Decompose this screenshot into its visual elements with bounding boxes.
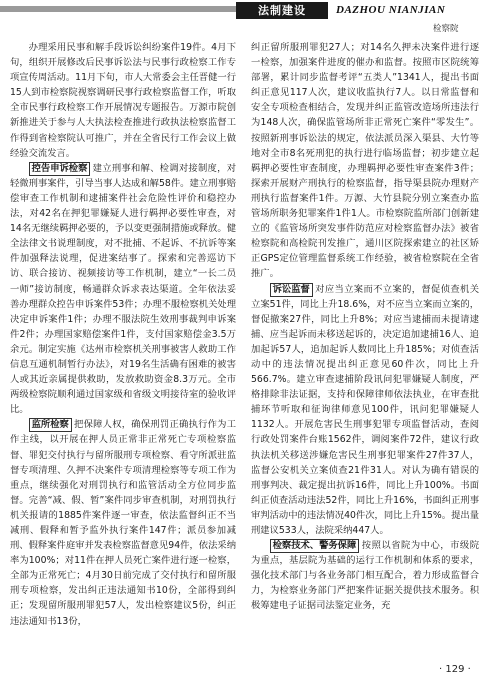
paragraph-text: 对应当立案而不立案的，督促侦查机关立案51件，同比上升18.6%，对不应当立案而立案的，督促撤案27件，同比上升8%；对应当逮捕而未提请逮捕、应当起诉而未移送起诉的，决定追加逮捕16人、追加起诉57人，追加起诉人数同比上升185%；对侦查活动中的违法情况提出纠正意见60件次，同比上升566.7%。建立审查逮捕阶段讯问犯罪嫌疑人制度，严格排除非法证据，支持和保障律师依法执业，在审查批捕环节听取和征询律师意见100件，讯问犯罪嫌疑人1132人。开展危害民生刑事犯罪专项监督活动，查阅行政处罚案件台账1562件，调阅案件72件，建议行政执法机关移送涉嫌危害民生刑事犯罪案件27件37人，监督公安机关立案侦查21件31人。对认为确有错误的刑事判决、裁定提出抗诉16件，同比上升100%。书面纠正侦查活动违法52件，同比上升16%，书面纠正刑事审判活动中的违法情况40件次，同比上升15%。提出量刑建议533人，法院采纳447人。 xyxy=(251,283,479,536)
section-heading: 监所检察 xyxy=(29,418,72,432)
paragraph xyxy=(251,538,479,613)
section-heading: 控告申诉检察 xyxy=(29,162,91,176)
paragraph-text: 按照以省院为中心，市级院为重点，基层院为基础的运行工作机制和体系的要求，强化技术部门与各业务部门相互配合，着力形成监督合力，为检察业务部门严把案件证据关提供技术服务。积极筹建电子证据司法鉴定业务，充 xyxy=(251,540,479,612)
paragraph: 纠正留所服刑罪犯27人；对14名久押未决案件进行逐一检察，加强案件进度的催办和监督。按照市区院统筹部署，累计同步监督考评“五类人”1341人，提出书面纠正意见117人次，建议收监执行7人。以日常监督和安全专项检查相结合，发现并纠正监管改造场所违法行为148人次，确保监管场所非正常死亡案件“零发生”。按照新刑事诉讼法的规定，依法派员深入渠县、大竹等地对全市8名死刑犯的执行进行临场监督；初步建立起羁押必要性审查制度，办理羁押必要性审查案件3件；探索开展财产刑执行的检察监督，指导渠县院办理财产刑执行监督案件1件。万源、大竹县院分别立案查办监管场所职务犯罪案件1件1人。市检察院监所部门创新建立的《监管场所突发事件防范应对检察监督办法》被省检察院和高检院刊发推广，通川区院探索建立的社区矫正GPS定位管理监督系统工作经验，被省检察院在全省推广。 xyxy=(251,42,479,280)
left-column xyxy=(10,40,236,629)
page-number: · 129 · xyxy=(439,664,471,675)
paragraph-text: 把保障人权，确保刑罚正确执行作为工作主线，以开展在押人员正常非正常死亡专项检察监督、罪犯交付执行与留所服刑专项检察、看守所派驻监督专项清理、久押不决案件专项清理检察等专项工作为重点，继续强化对刑罚执行和监管活动全方位同步监督。完善“减、假、暂”案件同步审查机制，对刑罚执行机关报请的1885件案件逐一审查，依法监督纠正不当减刑、假释和暂予监外执行案件147件；派员参加减刑、假释案件庭审并发表检察监督意见94件，依法采纳率为100%；对11件在押人员死亡案件进行逐一检察，全部为正常死亡；4月30日前完成了交付执行和留所服刑专项检察，发出纠正违法通知书10份，全部得到纠正；发现留所服刑罪犯57人，发出检察建议5份，纠正违法通知书13份， xyxy=(10,419,236,627)
subsection-label: 检察院 xyxy=(433,24,459,34)
paragraph xyxy=(10,417,236,628)
section-heading: 诉讼监督 xyxy=(270,283,313,297)
paragraph-text: 建立刑事和解、检调对接制度，对轻微刑事案件，引导当事人达成和解58件。建立刑事赔偿审查工作机制和逮捕案件社会危险性评价和稳控办法，对42名在押犯罪嫌疑人进行羁押必要性审查，对14名无继续羁押必要的，予以变更强制措施或释放。健全法律文书说理制度，对不批捕、不起诉、不抗诉等案件加强释法说理，促进案结事了。探索和完善巡访下访、联合接访、视频接访等工作机制，建立“一长二员一师”接访制度，畅通群众诉求表达渠道。全年依法妥善办理群众控告申诉案件53件；办理不服检察机关处理决定申诉案件1件；办理不服法院生效刑事裁判申诉案件2件；办理国家赔偿案件1件，支付国家赔偿金3.5万余元。制定实施《达州市检察机关刑事被害人救助工作信息互通机制暂行办法》，对19名生活确有困难的被害人或其近亲属提供救助，发放救助资金8.3万元。全市两级检察院顺利通过国家级和省级文明接待室的验收评比。 xyxy=(10,162,236,416)
yearbook-name: DAZHOU NIANJIAN xyxy=(336,4,446,16)
paragraph xyxy=(251,282,479,539)
section-heading: 检察技术、警务保障 xyxy=(270,539,360,553)
paragraph xyxy=(10,161,236,418)
right-column xyxy=(251,40,479,614)
section-title: 法制建设 xyxy=(236,2,328,19)
paragraph: 办理采用民事和解手段诉讼纠纷案件19件。4月下旬，组织开展修改后民事诉讼法与民事行政检察工作专项宣传周活动。11月下旬，市人大常委会主任晋健一行15人到市检察院视察调研民事行政检察监督工作，听取全市民事行政检察工作开展情况专题报告。万源市院创新推进关于参与人大执法检查推进行政执法检察监督工作得到省检察院认可推广，并在全省民行工作会议上做经验交流发言。 xyxy=(10,42,236,159)
header-bar xyxy=(0,6,236,12)
